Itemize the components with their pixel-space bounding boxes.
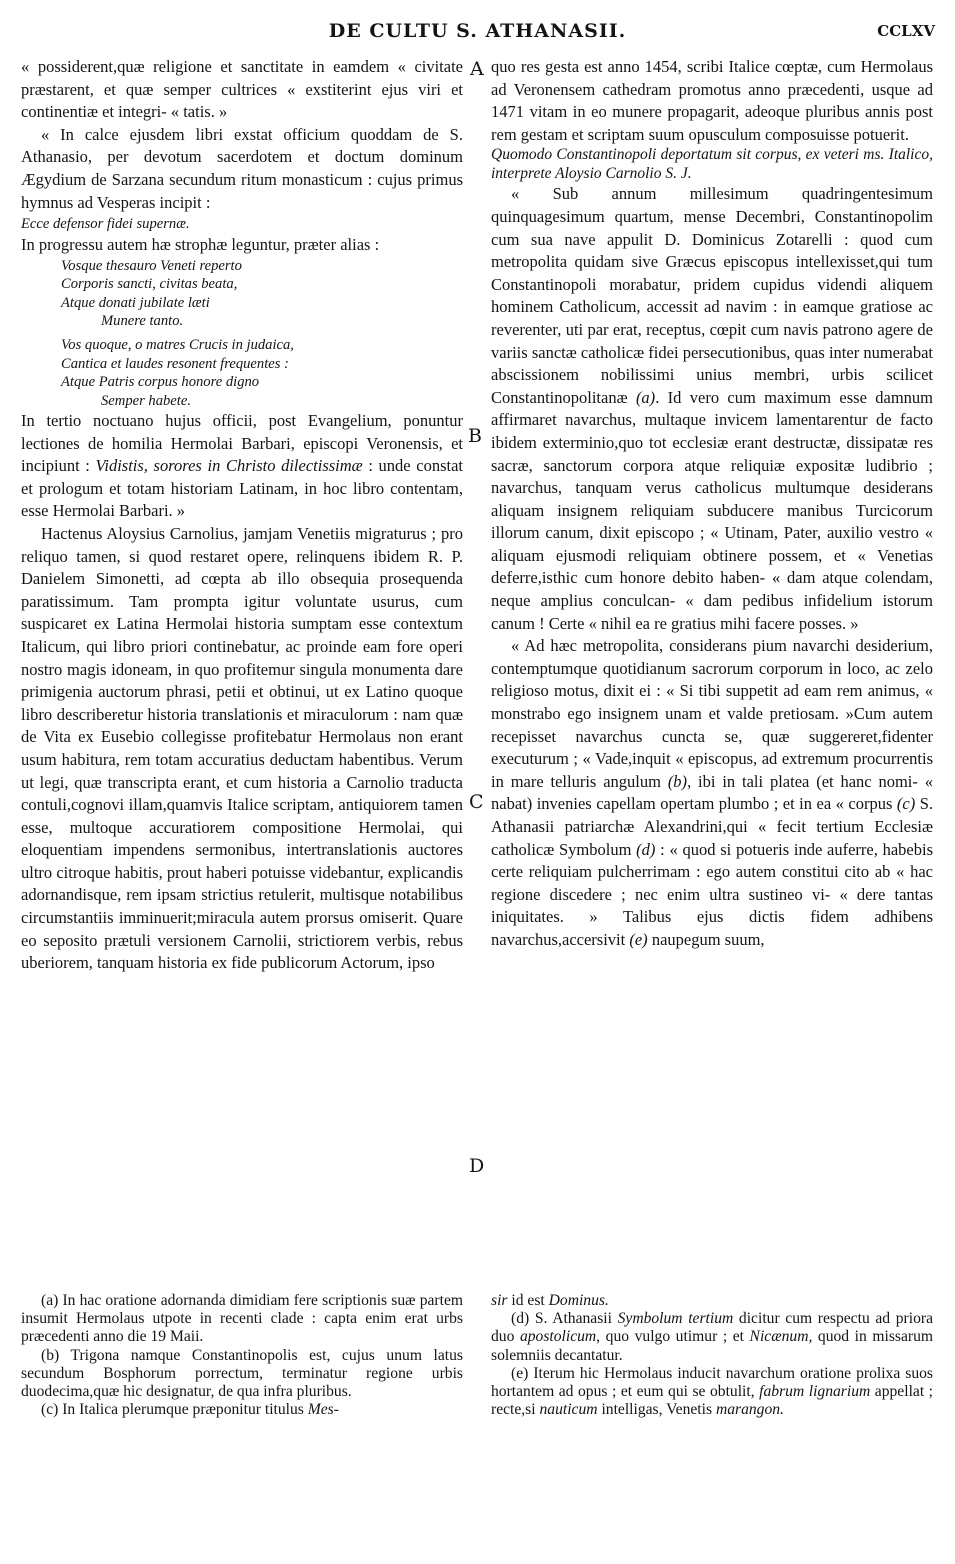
footnote: (d) S. Athanasii Symbolum tertium dicitur cum respectu ad priora duo apostolicum, quo vulgo utimur ; et Nicænum, quod in missarum solemniis decantatur. — [491, 1310, 933, 1364]
footnotes-left — [21, 1292, 463, 1419]
footnote-continuation: sir id est Dominus. — [491, 1292, 609, 1309]
footnote: (c) In Italica plerumque præponitur titulus Mes- — [41, 1401, 339, 1419]
right-column — [491, 56, 933, 952]
verse-line: Munere tanto. — [101, 312, 184, 329]
margin-letter-b: B — [468, 425, 482, 447]
footnotes-right — [491, 1292, 933, 1419]
running-title: DE CULTU S. ATHANASII. — [328, 20, 627, 42]
paragraph: In tertio noctuano hujus officii, post Evangelium, ponuntur lectiones de homilia Hermolai Barbari, episcopi Veronensis, et incipiunt : Vidistis, sorores in Christo dilectissimæ : unde constat et prologum et totam historiam Latinam, in hoc libro contentam, esse Hermolai Barbari. » — [21, 411, 463, 521]
verse-line: Atque donati jubilate læti — [61, 294, 210, 311]
paragraph: quo res gesta est anno 1454, scribi Italice cœptæ, cum Hermolaus ad Veronensem cathedram promotus anno præcedenti, usque ad 1471 vitam in eo munere propagarit, adeoque pluribus annis post rem gestam et scriptam suum opusculum composuisse potuerit. — [491, 57, 933, 144]
paragraph: « Ad hæc metropolita, considerans pium navarchi desiderium, contemptumque quotidianum sacrorum corporum in loco, ac zelo religioso motus, dixit ei : « Si tibi suppetit ad eam rem animus, « monstrabo ego insignem unam et valde pretiosam. »Cum autem recepisset navarchus cuncta se, quæ suggereret,fidenter executurum ; « Vade,inquit « episcopus, ad extremum procurrentis in mare telluris angulum (b), ibi in tali platea (et hanc nomi- « nabat) invenies capellam opertam plumbo ; et in ea « corpus (c) S. Athanasii patriarchæ Alexandrini,qui « fecit tertium Ecclesiæ catholicæ Symbolum (d) : « quod si potueris inde auferre, habebis certe reliquiam pulcherrimam : ego autem constitui cito ab « hac regione discedere ; nec enim ultra sustineo vi- « dere tantas iniquitates. » Talibus ejus dictis fidem adhibens navarchus,accersivit (e) naupegum suum, — [491, 636, 933, 949]
footnote: (e) Iterum hic Hermolaus inducit navarchum oratione prolixa suos hortantem ad opus ; et eum qui se obtulit, fabrum lignarium appellat ; recte,si nauticum intelligas, Venetis marangon. — [491, 1364, 934, 1419]
page-number: CCLXV — [877, 22, 935, 40]
margin-letter-c: C — [469, 791, 484, 813]
verse-line: Vosque thesauro Veneti reperto — [61, 257, 242, 274]
paragraph: « In calce ejusdem libri exstat officium quoddam de S. Athanasio, per devotum sacerdotem et doctum dominum Ægydium de Sarzana secundum ritum monasticum : cujus primus hymnus ad Vesperas incipit : — [21, 124, 463, 212]
footnote: (b) Trigona namque Constantinopolis est, cujus unum latus secundum Bosphorum porrectum, terminatur regione urbis duodecima,quæ hic designatur, de qua infra pluribus. — [21, 1346, 463, 1401]
verse-strophe — [61, 336, 463, 410]
verse-line: Cantica et laudes resonent frequentes : — [61, 355, 289, 372]
paragraph: In progressu autem hæ strophæ leguntur, præter alias : — [21, 235, 380, 255]
left-column — [21, 56, 463, 975]
verse-line: Atque Patris corpus honore digno — [61, 374, 260, 391]
margin-letter-a: A — [470, 58, 484, 80]
verse-strophe — [61, 257, 463, 331]
verse-line: Semper habete. — [101, 392, 191, 409]
chapter-heading: Quomodo Constantinopoli deportatum sit corpus, ex veteri ms. Italico, interprete Aloysio Carnolio S. J. — [491, 146, 933, 182]
paragraph: Hactenus Aloysius Carnolius, jamjam Venetiis migraturus ; pro reliquo tamen, si quod restaret opere, relinquens ibidem R. P. Danielem Simonetti, ad cœpta ab illo obsequia prosequenda paratissimum. Tam prompta igitur voluntate usurus, cum suspicaret ex Latina Hermolai historia sumptam esse contextum Italicum, qui libro priori continebatur, ac proinde eam fore operi nostro magis idoneam, in quo profitemur singula monumenta dare primigenia auctorum phrasi, petii et obtinui, ut ex Latino quoque libro describeretur historia translationis et miraculorum : nam quæ de Vita ex Eusebio collegisse profitebatur Hermolaus non erant usum habitura, rem totam accuratius deductam habentibus. Verum ut legi, quæ transcripta erant, et cum historia a Carnolio traducta contuli,cognovi illam,quamvis Italice scriptam, antiquiorem tamen esse, multoque accuratiorem compositione Hermolai, qui eloquentiam impendens sermonibus, intertranslationis auctores ultro citroque habitis, prout haberi potuisse videbantur, explicandis adornandisque, rem ipsam strictius retulerit, multisque notabilibus circumstantiis imminuerit;miracula autem prorsus omiserit. Quare eo seposito prætuli versionem Carnolii, strictiorem verbis, rebus uberiorem, tanquam historia ex fide publicorum Actorum, ipso — [21, 523, 463, 973]
footnote: (a) In hac oratione adornanda dimidiam fere scriptionis suæ partem insumit Hermolaus utpote in recenti clade : capta enim erat urbs præcedenti anno die 19 Maii. — [21, 1292, 463, 1346]
verse-line: Corporis sancti, civitas beata, — [61, 276, 238, 293]
verse-line: Vos quoque, o matres Crucis in judaica, — [61, 337, 294, 354]
margin-letter-d: D — [469, 1155, 485, 1177]
paragraph: « possiderent,quæ religione et sanctitate in eamdem « civitate præstarent, et quæ semper cultrices « exstiterint ejus viri et continentiæ et integri- « tatis. » — [21, 57, 463, 122]
paragraph: « Sub annum millesimum quadringentesimum quinquagesimum quartum, mense Decembri, Constantinopolim cum sua nave appulit D. Dominicus Zotarelli : quod cum metropolita quidam sive Græcus episcopus intellexisset,qui tum Constantinopoli morabatur, pridem cupidus videndi aliquem hominem Catholicum, accessit ad navim : in eamque gratiose ac reverenter, uti par erat, receptus, cœpit cum navis patrono agere de variis sanctæ catholicæ fidei persecutionibus, quas inter numerabat abscissionem nobilissimi unius membri, urbis scilicet Constantinopolitanæ (a). Id vero cum maximum esse damnum affirmaret navarchus, multaque invicem lamentarentur de facto ibidem exterminio,quo tot ecclesiæ erant destructæ, dissipatæ res sacræ, sanctorum corpora atque reliquiæ expositæ ludibrio ; navarchus, tanquam verus catholicus multumque desiderans aliquam insignem reliquiam subducere manibus Turcicorum illorum canum, dixit episcopo ; « Utinam, Pater, auxilio vestro « aliquam ejusmodi reliquiam obtinere possem, et « Venetias deferre,isthic cum honore debito haben- « dam atque colendam, neque amplius conculcan- « dam pedibus infidelium istorum canum ! Certe « nihil ea re gratius mihi facere posses. » — [491, 184, 933, 633]
hymn-incipit: Ecce defensor fidei supernæ. — [21, 216, 190, 233]
page-header — [0, 20, 955, 50]
